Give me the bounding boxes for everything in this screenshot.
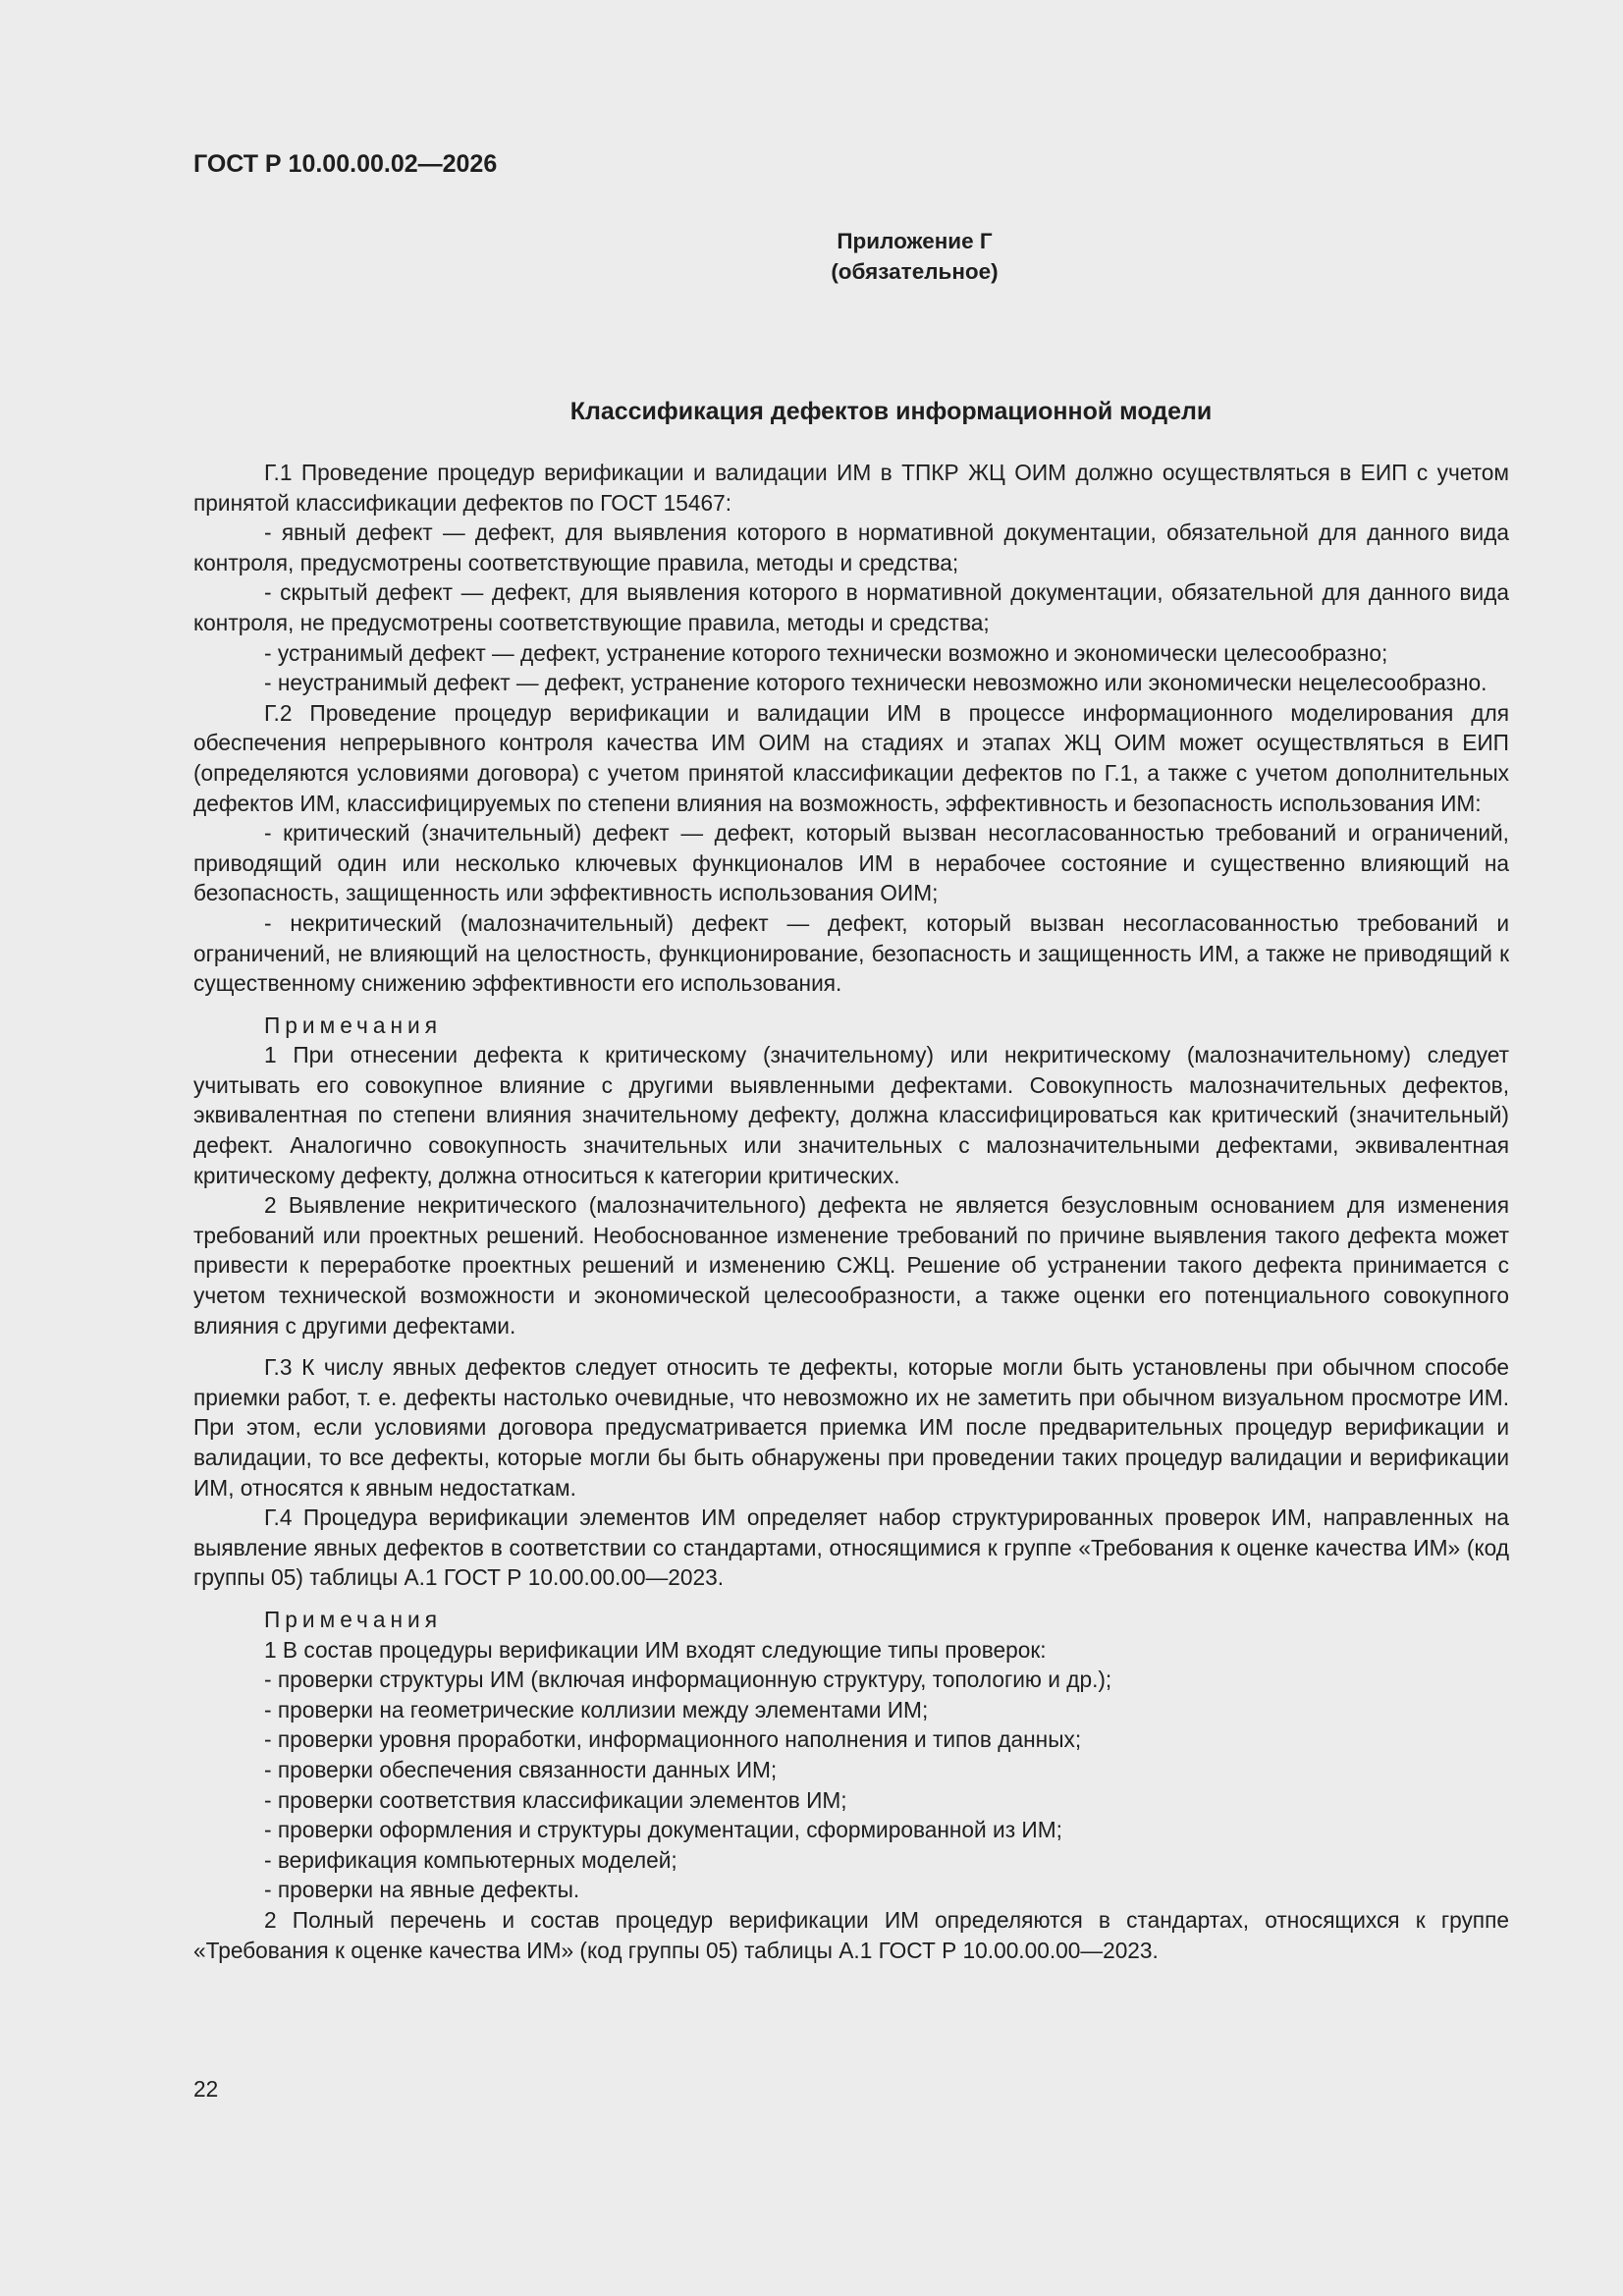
note-item: 2 Полный перечень и состав процедур верификации ИМ определяются в стандартах, относящихся к группе «Требования к оценке качества ИМ» (код группы 05) таблицы А.1 ГОСТ Р 10.00.00.00—2023. bbox=[193, 1906, 1509, 1963]
body-text bbox=[193, 458, 1509, 1965]
notes-heading: Примечания bbox=[264, 1606, 442, 1632]
document-code-header: ГОСТ Р 10.00.00.02—2026 bbox=[193, 150, 498, 178]
list-item: - скрытый дефект — дефект, для выявления которого в нормативной документации, обязательной для данного вида контроля, не предусмотрены соответствующие правила, методы и средства; bbox=[193, 579, 1509, 635]
list-item: - неустранимый дефект — дефект, устранение которого технически невозможно или экономически нецелесообразно. bbox=[264, 670, 1488, 696]
list-item: - устранимый дефект — дефект, устранение которого технически возможно и экономически целесообразно; bbox=[264, 639, 1388, 666]
list-item: - проверки на явные дефекты. bbox=[264, 1877, 580, 1903]
list-item: - верификация компьютерных моделей; bbox=[264, 1846, 677, 1873]
list-item: - критический (значительный) дефект — дефект, который вызван несогласованностью требований и ограничений, приводящий один или несколько ключевых функционалов ИМ в нерабочее состояние и существенно влияющий на безопасность, защищенность или эффективность использования ОИМ; bbox=[193, 820, 1509, 906]
note-item: 2 Выявление некритического (малозначительного) дефекта не является безусловным основанием для изменения требований или проектных решений. Необоснованное изменение требований по причине выявления такого дефекта может привести к переработке проектных решений и изменению СЖЦ. Решение об устранении такого дефекта принимается с учетом технической возможности и экономической целесообразности, а также оценки его потенциального совокупного влияния с другими дефектами. bbox=[193, 1192, 1509, 1339]
list-item: - проверки оформления и структуры документации, сформированной из ИМ; bbox=[264, 1817, 1062, 1843]
note-item: 1 В состав процедуры верификации ИМ входят следующие типы проверок: bbox=[264, 1636, 1047, 1663]
list-item: - некритический (малозначительный) дефект — дефект, который вызван несогласованностью требований и ограничений, не влияющий на целостность, функционирование, безопасность и защищенность ИМ, а также не приводящий к существенному снижению эффективности его использования. bbox=[193, 909, 1509, 997]
list-item: - проверки уровня проработки, информационного наполнения и типов данных; bbox=[264, 1726, 1082, 1753]
paragraph-g1: Г.1 Проведение процедур верификации и валидации ИМ в ТПКР ЖЦ ОИМ должно осуществляться в ЕИП с учетом принятой классификации дефектов по ГОСТ 15467: bbox=[193, 460, 1509, 516]
list-item: - проверки структуры ИМ (включая информационную структуру, топологию и др.); bbox=[264, 1667, 1112, 1693]
notes-heading: Примечания bbox=[264, 1011, 442, 1038]
list-item: - проверки соответствия классификации элементов ИМ; bbox=[264, 1786, 847, 1813]
paragraph-g3: Г.3 К числу явных дефектов следует относить те дефекты, которые могли быть установлены при обычном способе приемки работ, т. е. дефекты настолько очевидные, что невозможно их не заметить при обычном визуальном просмотре ИМ. При этом, если условиями договора предусматривается приемка ИМ после предварительных процедур верификации и валидации, то все дефекты, которые могли бы быть обнаружены при проведении таких процедур валидации и верификации ИМ, относятся к явным недостаткам. bbox=[193, 1354, 1509, 1501]
paragraph-g2: Г.2 Проведение процедур верификации и валидации ИМ в процессе информационного моделирования для обеспечения непрерывного контроля качества ИМ ОИМ на стадиях и этапах ЖЦ ОИМ может осуществляться в ЕИП (определяются условиями договора) с учетом принятой классификации дефектов по Г.1, а также с учетом дополнительных дефектов ИМ, классифицируемых по степени влияния на возможность, эффективность и безопасность использования ИМ: bbox=[193, 699, 1509, 816]
section-title: Классификация дефектов информационной модели bbox=[569, 398, 1213, 425]
list-item: - проверки на геометрические коллизии между элементами ИМ; bbox=[264, 1696, 929, 1722]
annex-title: Приложение Г bbox=[837, 229, 993, 253]
page-number: 22 bbox=[193, 2076, 219, 2102]
list-item: - проверки обеспечения связанности данных ИМ; bbox=[264, 1756, 778, 1782]
annex-heading bbox=[0, 226, 1623, 287]
annex-status: (обязательное) bbox=[831, 259, 999, 284]
paragraph-g4: Г.4 Процедура верификации элементов ИМ определяет набор структурированных проверок ИМ, направленных на выявление явных дефектов в соответствии со стандартами, относящимися к группе «Требования к оценке качества ИМ» (код группы 05) таблицы А.1 ГОСТ Р 10.00.00.00—2023. bbox=[193, 1504, 1509, 1591]
list-item: - явный дефект — дефект, для выявления которого в нормативной документации, обязательной для данного вида контроля, предусмотрены соответствующие правила, методы и средства; bbox=[193, 519, 1509, 575]
note-item: 1 При отнесении дефекта к критическому (значительному) или некритическому (малозначительному) следует учитывать его совокупное влияние с другими выявленными дефектами. Совокупность малозначительных дефектов, эквивалентная по степени влияния значительному дефекту, должна классифицироваться как критический (значительный) дефект. Аналогично совокупность значительных или значительных с малозначительными дефектами, эквивалентная критическому дефекту, должна относиться к категории критических. bbox=[193, 1042, 1509, 1188]
